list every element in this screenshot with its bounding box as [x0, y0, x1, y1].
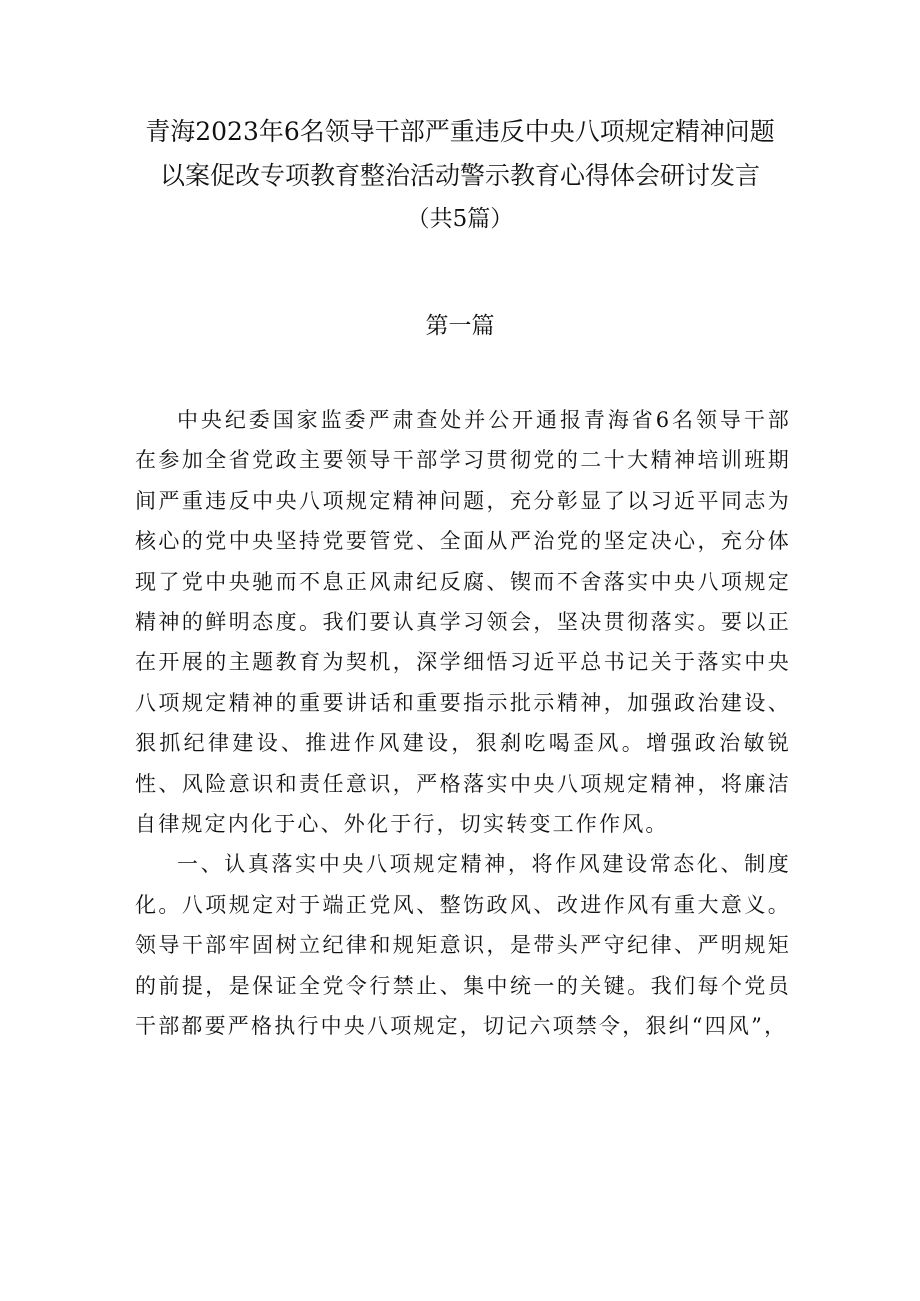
- body-text: [135, 400, 791, 1047]
- section-heading: 第一篇: [425, 313, 495, 339]
- title-line-1: 青海2023年6名领导干部严重违反中央八项规定精神问题: [145, 117, 775, 146]
- paragraph: 一、认真落实中央八项规定精神，将作风建设常态化、制度化。八项规定对于端正党风、整饬政风、改进作风有重大意义。领导干部牢固树立纪律和规矩意识，是带头严守纪律、严明规矩的前提，是保证全党令行禁止、集中统一的关键。我们每个党员干部都要严格执行中央八项规定，切记六项禁令，狠纠“四风”，: [135, 852, 791, 1039]
- paragraph: 中央纪委国家监委严肃查处并公开通报青海省6名领导干部在参加全省党政主要领导干部学习贯彻党的二十大精神培训班期间严重违反中央八项规定精神问题，充分彰显了以习近平同志为核心的党中央坚持党要管党、全面从严治党的坚定决心，充分体现了党中央驰而不息正风肃纪反腐、锲而不舍落实中央八项规定精神的鲜明态度。我们要认真学习领会，坚决贯彻落实。要以正在开展的主题教育为契机，深学细悟习近平总书记关于落实中央八项规定精神的重要讲话和重要指示批示精神，加强政治建设、狠抓纪律建设、推进作风建设，狠刹吃喝歪风。增强政治敏锐性、风险意识和责任意识，严格落实中央八项规定精神，将廉洁自律规定内化于心、外化于行，切实转变工作作风。: [135, 408, 791, 837]
- document-title: [0, 110, 920, 240]
- title-line-2: 以案促改专项教育整治活动警示教育心得体会研讨发言: [159, 161, 760, 190]
- title-count: （共5篇）: [406, 206, 514, 232]
